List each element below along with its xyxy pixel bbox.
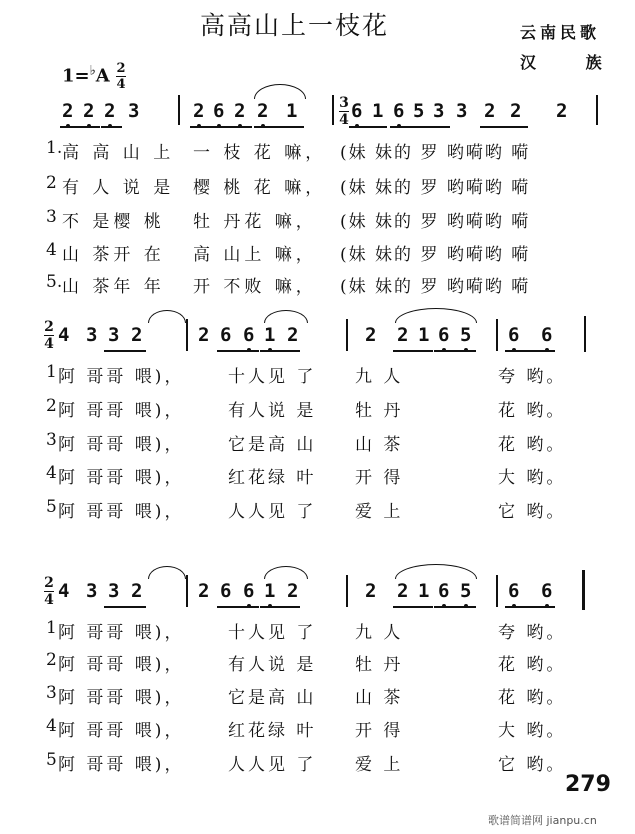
initial-time-signature: [116, 62, 126, 91]
time-signature: [44, 320, 54, 351]
time-top: 2: [44, 575, 54, 591]
lyric-segment: 九 人: [355, 367, 404, 387]
beam-underline: [104, 606, 146, 608]
verse-number: 1.: [46, 138, 63, 158]
beam-underline: [190, 126, 252, 128]
verse-number: 1: [46, 618, 57, 638]
slur-arc: [148, 310, 186, 323]
lyric-segment: 红花绿 叶: [228, 468, 317, 488]
note: 2: [234, 100, 246, 122]
verse-number: 2: [46, 650, 57, 670]
note: 2: [365, 324, 377, 346]
lyric-segment: 阿 哥哥 喂)，: [58, 755, 185, 775]
verse-number: 4: [46, 716, 57, 736]
lyric-segment: 不 是樱 桃: [62, 212, 165, 232]
lyric-segment: 爱 上: [355, 502, 404, 522]
song-ethnicity: 汉 族: [520, 53, 624, 72]
barline: [332, 95, 334, 125]
time-top: 2: [116, 61, 126, 76]
note: 6: [213, 100, 225, 122]
lyric-segment: 阿 哥哥 喂)，: [58, 502, 185, 522]
beam-underline: [101, 126, 122, 128]
time-bottom: 4: [339, 112, 349, 128]
note: 2: [556, 100, 568, 122]
note: 1: [264, 324, 276, 346]
lyric-segment: 人人见 了: [228, 755, 317, 775]
lyric-segment: (妹 妹的 罗 哟嗬哟 嗬: [340, 277, 531, 297]
lyric-segment: 它 哟。: [498, 502, 567, 522]
note: 2: [131, 324, 143, 346]
time-bottom: 4: [44, 336, 54, 352]
verse-number: 4: [46, 240, 57, 260]
time-bottom: 4: [44, 592, 54, 608]
note: 6: [351, 100, 363, 122]
lyric-segment: (妹 妹的 罗 哟嗬哟 嗬: [340, 212, 531, 232]
time-top: 2: [44, 319, 54, 335]
lyric-segment: 牡 丹: [355, 401, 404, 421]
note: 3: [433, 100, 445, 122]
time-top: 3: [339, 95, 349, 111]
lyric-segment: 花 哟。: [498, 435, 567, 455]
verse-number: 5: [46, 497, 57, 517]
note: 2: [365, 580, 377, 602]
lyric-segment: 高 高 山 上: [62, 143, 175, 163]
lyric-segment: (妹 妹的 罗 哟嗬哟 嗬: [340, 143, 531, 163]
lyric-segment: 山 茶开 在: [62, 245, 165, 265]
note: 6: [438, 324, 450, 346]
note: 2: [83, 100, 95, 122]
lyric-segment: 樱 桃 花 嘛，: [193, 178, 327, 198]
note: 6: [243, 580, 255, 602]
note: 1: [264, 580, 276, 602]
lyric-segment: 阿 哥哥 喂)，: [58, 367, 185, 387]
beam-underline: [217, 606, 259, 608]
slur-arc: [264, 310, 308, 323]
beam-underline: [505, 606, 555, 608]
lyric-segment: 牡 丹: [355, 655, 404, 675]
lyric-segment: 人人见 了: [228, 502, 317, 522]
slur-arc: [264, 566, 308, 579]
note: 2: [510, 100, 522, 122]
lyric-segment: 有人说 是: [228, 401, 317, 421]
verse-number: 3: [46, 207, 57, 227]
beam-underline: [260, 606, 300, 608]
key-prefix: 1=: [62, 65, 90, 87]
barline: [346, 575, 348, 607]
lyric-segment: 十人见 了: [228, 623, 317, 643]
lyric-segment: 开 不败 嘛，: [193, 277, 317, 297]
slur-arc: [395, 308, 477, 323]
verse-number: 3: [46, 683, 57, 703]
lyric-segment: 阿 哥哥 喂)，: [58, 435, 185, 455]
lyric-segment: 花 哟。: [498, 655, 567, 675]
beam-underline: [393, 606, 433, 608]
lyric-segment: 山 茶: [355, 435, 404, 455]
lyric-segment: (妹 妹的 罗 哟嗬哟 嗬: [340, 245, 531, 265]
key-signature: [62, 62, 126, 91]
lyric-segment: 有 人 说 是: [62, 178, 175, 198]
barline: [346, 319, 348, 351]
note: 5: [460, 324, 472, 346]
lyric-segment: 一 枝 花 嘛，: [193, 143, 327, 163]
barline: [186, 319, 188, 351]
beam-underline: [505, 350, 555, 352]
note: 2: [62, 100, 74, 122]
lyric-segment: 十人见 了: [228, 367, 317, 387]
note: 2: [287, 324, 299, 346]
beam-underline: [104, 350, 146, 352]
note: 2: [257, 100, 269, 122]
note: 1: [372, 100, 384, 122]
note: 2: [131, 580, 143, 602]
note: 6: [393, 100, 405, 122]
beam-underline: [349, 126, 387, 128]
page-number: 279: [565, 772, 611, 797]
lyric-segment: (妹 妹的 罗 哟嗬哟 嗬: [340, 178, 531, 198]
slur-arc: [254, 84, 306, 99]
song-source: 云南民歌: [520, 23, 601, 42]
lyric-segment: 阿 哥哥 喂)，: [58, 688, 185, 708]
note: 2: [198, 324, 210, 346]
barline: [582, 570, 585, 610]
note: 2: [193, 100, 205, 122]
note: 5: [413, 100, 425, 122]
song-title: 高高山上一枝花: [200, 11, 390, 40]
time-signature: [44, 576, 54, 607]
note: 6: [541, 580, 553, 602]
note: 3: [108, 324, 120, 346]
beam-underline: [393, 350, 433, 352]
lyric-segment: 它 哟。: [498, 755, 567, 775]
verse-number: 2: [46, 173, 57, 193]
note: 4: [58, 324, 70, 346]
note: 5: [460, 580, 472, 602]
verse-number: 5: [46, 750, 57, 770]
beam-underline: [508, 126, 528, 128]
lyric-segment: 红花绿 叶: [228, 721, 317, 741]
lyric-segment: 它是高 山: [228, 435, 317, 455]
note: 2: [287, 580, 299, 602]
note: 6: [438, 580, 450, 602]
lyric-segment: 开 得: [355, 721, 404, 741]
lyric-segment: 大 哟。: [498, 721, 567, 741]
time-bottom: 4: [116, 77, 126, 92]
lyric-segment: 夸 哟。: [498, 623, 567, 643]
slur-arc: [395, 564, 477, 579]
lyric-segment: 山 茶: [355, 688, 404, 708]
lyric-segment: 开 得: [355, 468, 404, 488]
lyric-segment: 阿 哥哥 喂)，: [58, 655, 185, 675]
lyric-segment: 牡 丹花 嘛，: [193, 212, 317, 232]
slur-arc: [148, 566, 186, 579]
lyric-segment: 九 人: [355, 623, 404, 643]
note: 3: [86, 324, 98, 346]
beam-underline: [254, 126, 304, 128]
verse-number: 5.: [46, 272, 63, 292]
lyric-segment: 大 哟。: [498, 468, 567, 488]
time-signature: [339, 96, 349, 127]
lyric-segment: 山 茶年 年: [62, 277, 165, 297]
note: 2: [198, 580, 210, 602]
lyric-segment: 花 哟。: [498, 688, 567, 708]
barline: [178, 95, 180, 125]
note: 6: [508, 580, 520, 602]
barline: [496, 575, 498, 607]
beam-underline: [60, 126, 100, 128]
beam-underline: [434, 606, 476, 608]
lyric-segment: 爱 上: [355, 755, 404, 775]
barline: [584, 316, 586, 352]
note: 1: [286, 100, 298, 122]
note: 3: [108, 580, 120, 602]
watermark: 歌谱简谱网 jianpu.cn: [488, 814, 597, 827]
lyric-segment: 阿 哥哥 喂)，: [58, 468, 185, 488]
note: 1: [418, 580, 430, 602]
lyric-segment: 高 山上 嘛，: [193, 245, 317, 265]
key-note: A: [95, 65, 110, 87]
flat-sign: ♭: [89, 63, 96, 79]
barline: [186, 575, 188, 607]
note: 6: [541, 324, 553, 346]
verse-number: 1: [46, 362, 57, 382]
verse-number: 3: [46, 430, 57, 450]
beam-underline: [434, 350, 476, 352]
note: 6: [220, 580, 232, 602]
note: 3: [456, 100, 468, 122]
lyric-segment: 阿 哥哥 喂)，: [58, 721, 185, 741]
note: 2: [397, 324, 409, 346]
lyric-segment: 阿 哥哥 喂)，: [58, 401, 185, 421]
barline: [596, 95, 598, 125]
lyric-segment: 它是高 山: [228, 688, 317, 708]
verse-number: 2: [46, 396, 57, 416]
note: 2: [104, 100, 116, 122]
note: 2: [397, 580, 409, 602]
note: 6: [508, 324, 520, 346]
lyric-segment: 夸 哟。: [498, 367, 567, 387]
verse-number: 4: [46, 463, 57, 483]
note: 4: [58, 580, 70, 602]
barline: [496, 319, 498, 351]
lyric-segment: 阿 哥哥 喂)，: [58, 623, 185, 643]
lyric-segment: 有人说 是: [228, 655, 317, 675]
beam-underline: [217, 350, 259, 352]
beam-underline: [390, 126, 450, 128]
lyric-segment: 花 哟。: [498, 401, 567, 421]
note: 3: [128, 100, 140, 122]
note: 6: [243, 324, 255, 346]
note: 3: [86, 580, 98, 602]
note: 6: [220, 324, 232, 346]
note: 1: [418, 324, 430, 346]
beam-underline: [260, 350, 300, 352]
note: 2: [484, 100, 496, 122]
